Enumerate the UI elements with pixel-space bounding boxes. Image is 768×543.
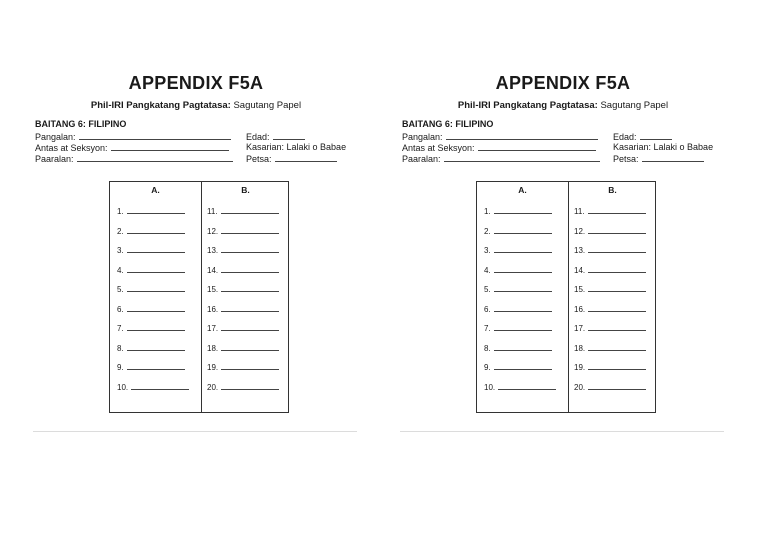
answer-item [207,304,279,314]
subtitle-rest: Sagutang Papel [597,100,669,111]
answer-item [117,323,185,333]
paaralan-label: Paaralan: [402,154,441,164]
answer-number: 16. [207,304,219,314]
pangalan-label: Pangalan: [402,132,443,142]
petsa-label: Petsa: [246,154,272,164]
answer-number: 8. [117,343,124,353]
petsa-blank [642,153,704,162]
answer-blank [127,323,185,331]
answer-blank [588,245,646,253]
answer-blank [588,323,646,331]
kasarian-field: Kasarian: Lalaki o Babae [613,142,714,152]
column-divider [201,182,202,412]
pangalan-blank [446,131,598,140]
answer-item [207,226,279,236]
answer-item [207,284,279,294]
antas-label: Antas at Seksyon: [35,143,108,153]
answer-number: 13. [207,246,219,255]
answer-blank [494,265,552,273]
answer-number: 12. [207,226,219,236]
answer-item [117,304,185,314]
bottom-rule [33,431,357,432]
answer-blank [588,226,646,234]
answer-item [117,343,185,353]
answer-item [484,284,552,294]
answer-number: 18. [574,343,586,353]
answer-blank [494,284,552,292]
grade-label: BAITANG 6: FILIPINO [402,119,494,129]
answer-item [207,382,279,392]
paaralan-field [35,153,233,164]
answer-item [484,323,552,333]
answer-number: 5. [484,285,491,294]
answer-number: 16. [574,304,586,314]
edad-blank [273,131,305,140]
answer-blank [494,323,552,331]
answer-blank [221,323,279,331]
answer-blank [494,343,552,351]
edad-field [246,131,305,142]
answer-number: 17. [574,324,586,333]
answer-item [574,245,646,255]
answer-number: 4. [484,265,491,275]
petsa-field [613,153,704,164]
antas-blank [111,142,229,151]
column-a-header: A. [518,185,527,195]
answer-number: 17. [207,324,219,333]
subtitle [400,100,726,111]
answer-number: 7. [484,324,491,333]
answer-item [574,323,646,333]
answer-item [484,382,556,392]
answer-sheet-right [400,0,726,440]
answer-item [117,206,185,216]
petsa-blank [275,153,337,162]
pangalan-field [402,131,598,142]
answer-blank [588,382,646,390]
answer-item [574,206,646,216]
column-b-header: B. [241,185,250,195]
petsa-field [246,153,337,164]
answer-blank [221,343,279,351]
pangalan-label: Pangalan: [35,132,76,142]
answer-blank [494,304,552,312]
answer-blank [127,206,185,214]
answer-blank [127,362,185,370]
answer-number: 10. [484,382,496,392]
paaralan-blank [77,153,233,162]
answer-number: 14. [207,265,219,275]
subtitle-bold: Phil-IRI Pangkatang Pagtatasa: [90,100,231,111]
answer-item [207,362,279,372]
answer-item [484,206,552,216]
answer-item [207,323,279,333]
answer-number: 13. [574,246,586,255]
answer-item [484,362,552,372]
subtitle [33,100,359,111]
answer-blank [127,284,185,292]
answer-blank [131,382,189,390]
answer-item [574,265,646,275]
answer-blank [221,382,279,390]
answer-number: 4. [117,265,124,275]
pangalan-blank [79,131,231,140]
answer-blank [588,304,646,312]
antas-blank [478,142,596,151]
edad-blank [640,131,672,140]
paaralan-blank [444,153,600,162]
answer-blank [494,226,552,234]
page-title: APPENDIX F5A [495,73,631,93]
answer-number: 20. [574,382,586,392]
answer-number: 3. [484,246,491,255]
answer-item [484,265,552,275]
answer-blank [498,382,556,390]
antas-label: Antas at Seksyon: [402,143,475,153]
answer-number: 6. [484,304,491,314]
answer-item [574,226,646,236]
answer-item [117,284,185,294]
answer-item [207,343,279,353]
answer-box [476,181,656,413]
answer-number: 2. [117,226,124,236]
answer-number: 7. [117,324,124,333]
answer-blank [221,284,279,292]
answer-number: 14. [574,265,586,275]
answer-blank [494,206,552,214]
answer-number: 12. [574,226,586,236]
subtitle-rest: Sagutang Papel [230,100,302,111]
subtitle-bold: Phil-IRI Pangkatang Pagtatasa: [457,100,598,111]
paaralan-field [402,153,600,164]
paaralan-label: Paaralan: [35,154,74,164]
answer-blank [127,265,185,273]
page-title: APPENDIX F5A [128,73,264,93]
column-b-header: B. [608,185,617,195]
answer-blank [588,343,646,351]
kasarian-field: Kasarian: Lalaki o Babae [246,142,347,152]
answer-number: 3. [117,246,124,255]
bottom-rule [400,431,724,432]
answer-blank [588,265,646,273]
answer-blank [494,362,552,370]
answer-blank [127,245,185,253]
answer-item [484,343,552,353]
answer-blank [221,226,279,234]
answer-number: 1. [484,207,491,216]
answer-blank [127,304,185,312]
answer-item [117,382,189,392]
answer-item [207,265,279,275]
answer-item [574,284,646,294]
answer-number: 8. [484,343,491,353]
answer-item [574,304,646,314]
answer-item [484,304,552,314]
answer-item [484,245,552,255]
answer-number: 9. [117,363,124,372]
grade-label: BAITANG 6: FILIPINO [35,119,127,129]
answer-item [574,382,646,392]
answer-item [117,265,185,275]
answer-blank [494,245,552,253]
answer-item [117,245,185,255]
answer-number: 20. [207,382,219,392]
antas-field [402,142,596,153]
answer-item [207,206,279,216]
answer-number: 9. [484,363,491,372]
answer-number: 15. [207,285,219,294]
answer-item [117,362,185,372]
answer-number: 15. [574,285,586,294]
answer-number: 19. [574,363,586,372]
answer-number: 5. [117,285,124,294]
answer-item [117,226,185,236]
answer-box [109,181,289,413]
edad-label: Edad: [246,132,270,142]
column-a-header: A. [151,185,160,195]
edad-field [613,131,672,142]
answer-blank [588,362,646,370]
edad-label: Edad: [613,132,637,142]
answer-blank [221,362,279,370]
answer-blank [221,265,279,273]
answer-blank [221,245,279,253]
answer-blank [221,206,279,214]
petsa-label: Petsa: [613,154,639,164]
pangalan-field [35,131,231,142]
answer-item [574,343,646,353]
answer-blank [588,284,646,292]
answer-item [574,362,646,372]
answer-number: 1. [117,207,124,216]
answer-number: 2. [484,226,491,236]
answer-item [207,245,279,255]
answer-item [484,226,552,236]
answer-number: 11. [574,207,585,216]
answer-number: 10. [117,382,129,392]
answer-sheet-left [33,0,359,440]
antas-field [35,142,229,153]
answer-blank [221,304,279,312]
answer-number: 19. [207,363,219,372]
answer-blank [127,343,185,351]
answer-blank [127,226,185,234]
answer-number: 11. [207,207,218,216]
answer-blank [588,206,646,214]
column-divider [568,182,569,412]
answer-number: 6. [117,304,124,314]
answer-number: 18. [207,343,219,353]
